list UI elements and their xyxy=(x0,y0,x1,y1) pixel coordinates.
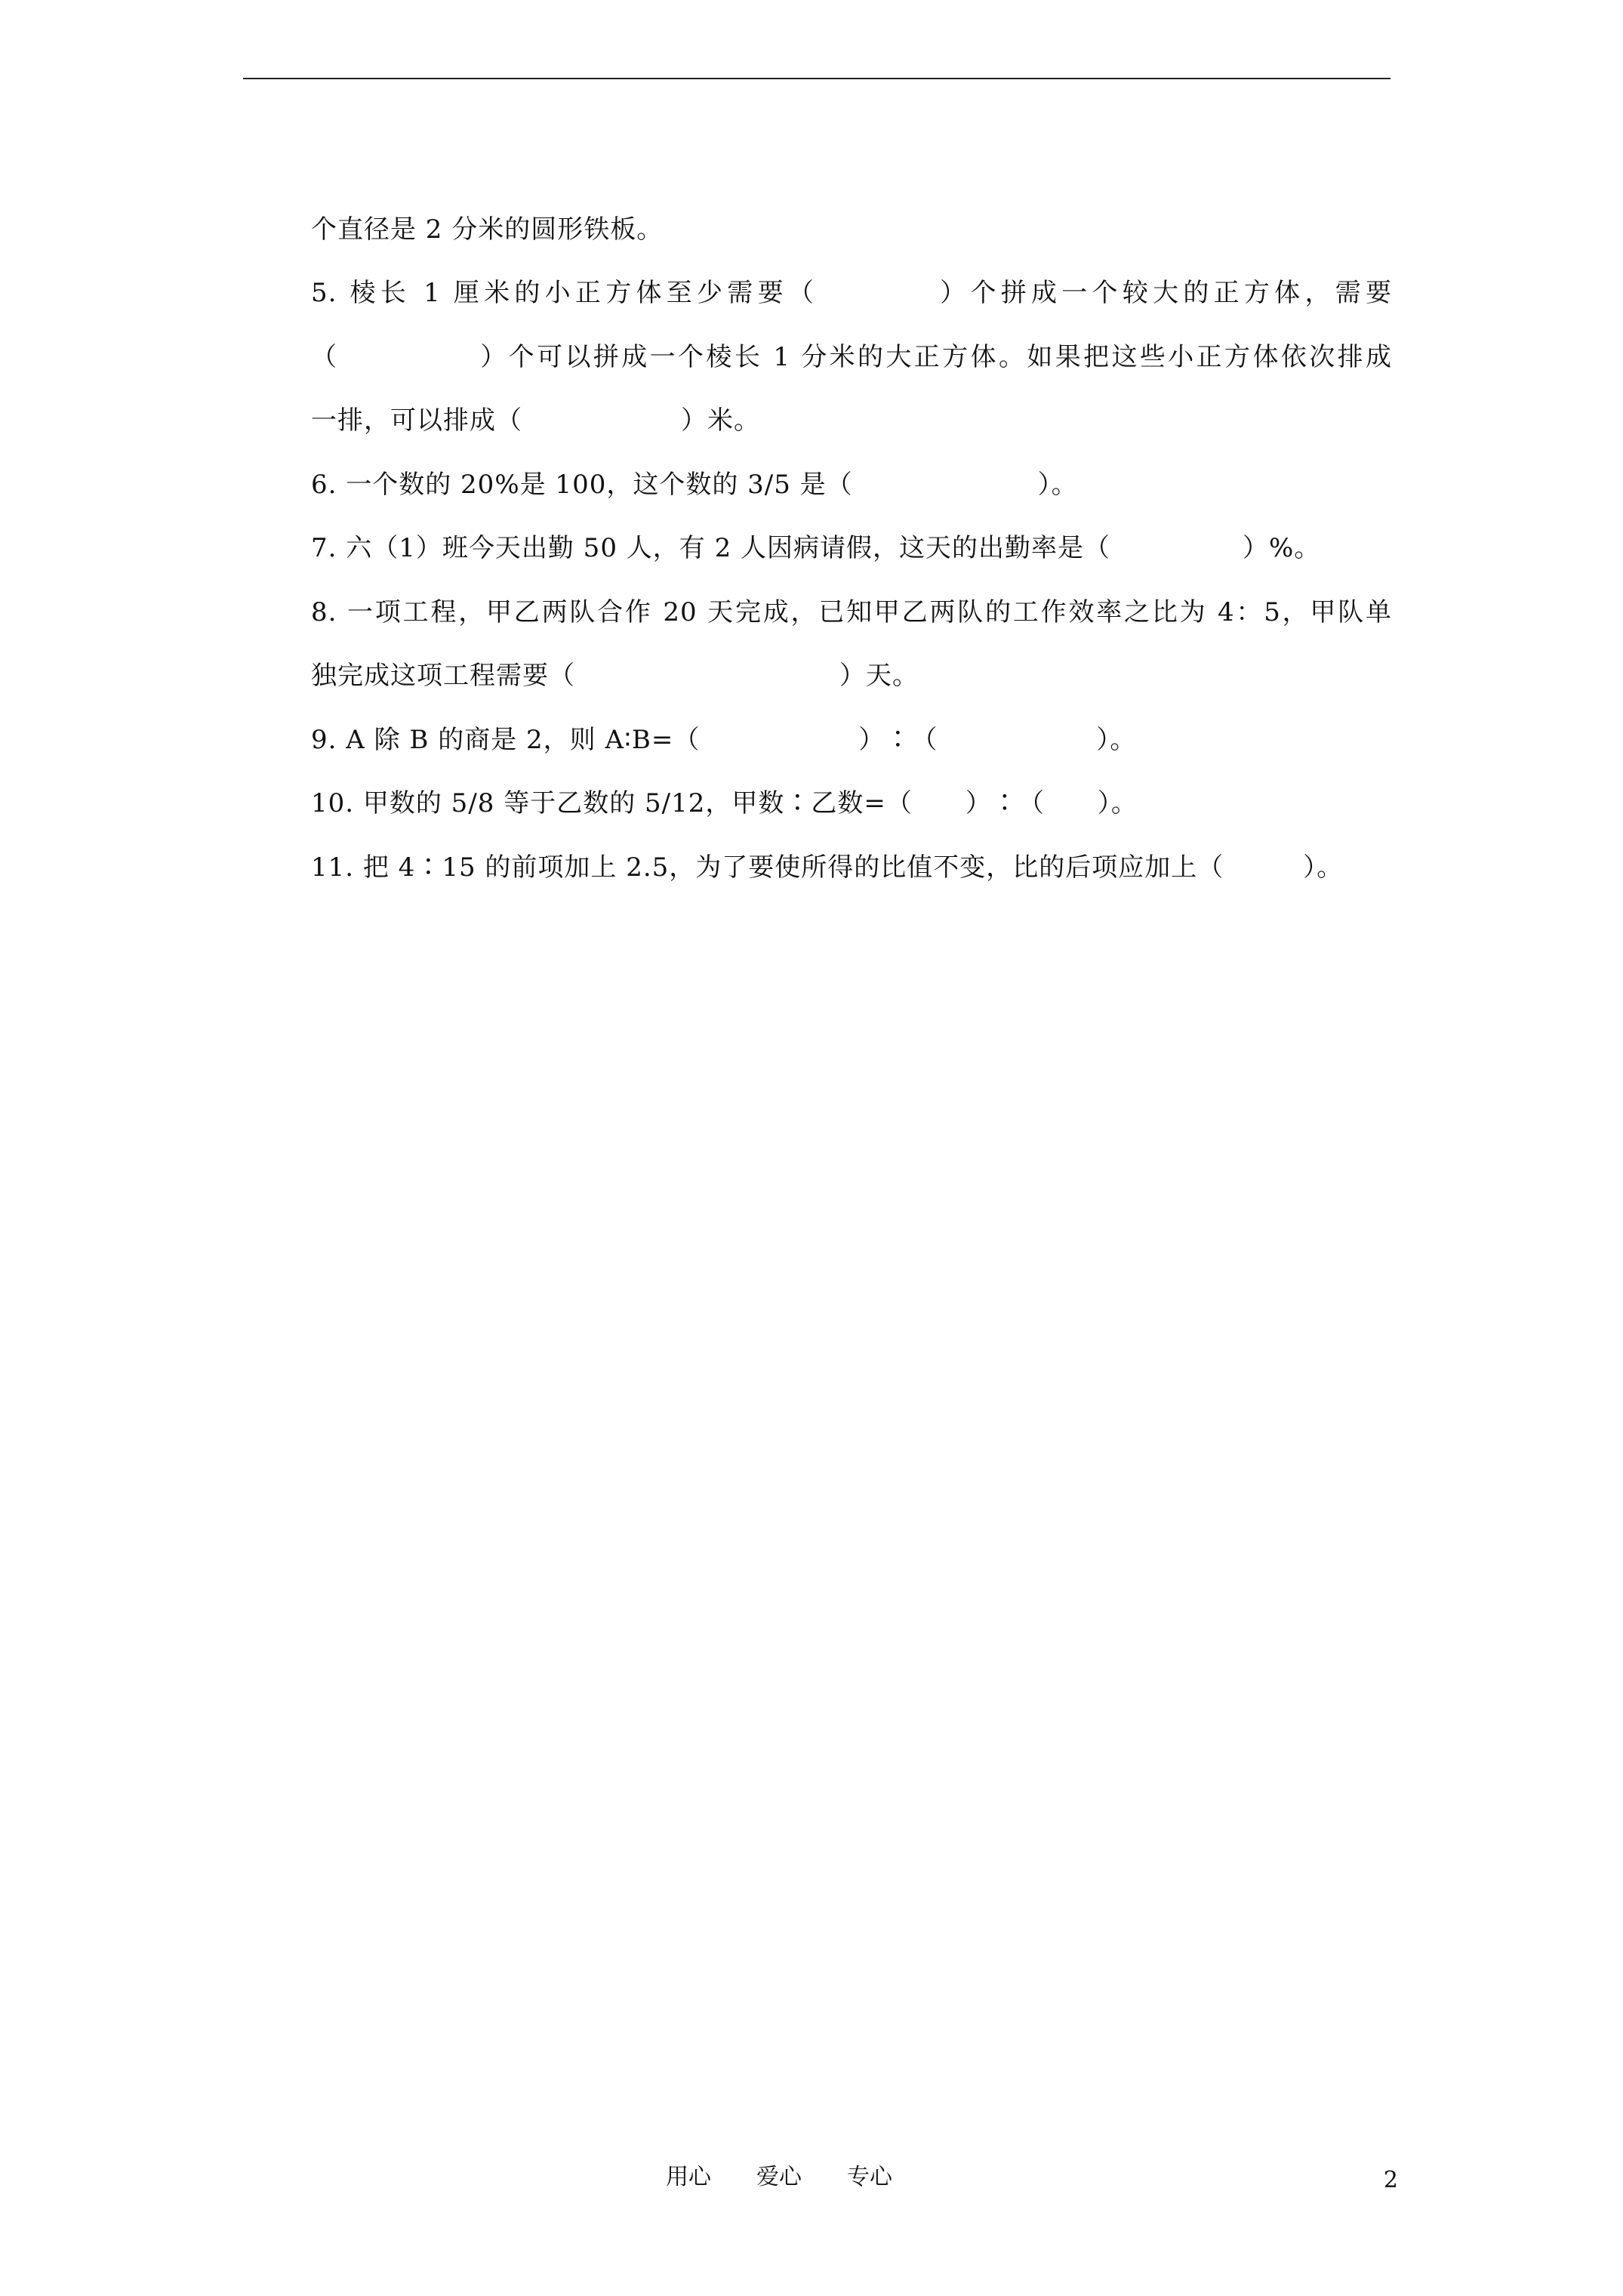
question-10: 10. 甲数的 5/8 等于乙数的 5/12，甲数∶乙数=（ ）∶（ ）。 xyxy=(311,788,1138,818)
question-6: 6. 一个数的 20%是 100，这个数的 3/5 是（ ）。 xyxy=(311,470,1078,500)
question-7: 7. 六（1）班今天出勤 50 人，有 2 人因病请假，这天的出勤率是（ ）%。 xyxy=(311,533,1321,563)
question-5-line-1: 5. 棱长 1 厘米的小正方体至少需要（ ）个拼成一个较大的正方体，需要 xyxy=(311,278,1392,308)
question-8-line-1: 8. 一项工程，甲乙两队合作 20 天完成，已知甲乙两队的工作效率之比为 4：5，甲队单 xyxy=(311,597,1392,627)
header-rule xyxy=(243,78,1390,79)
footer-motto: 用心 爱心 专心 xyxy=(666,2164,892,2190)
question-8-line-2: 独完成这项工程需要（ ）天。 xyxy=(311,661,919,691)
question-9: 9. A 除 B 的商是 2，则 A∶B=（ ）∶（ ）。 xyxy=(311,725,1137,755)
question-5-line-2: （ ）个可以拼成一个棱长 1 分米的大正方体。如果把这些小正方体依次排成 xyxy=(311,342,1392,372)
question-11: 11. 把 4∶15 的前项加上 2.5，为了要使所得的比值不变，比的后项应加上（ ）。 xyxy=(311,852,1344,883)
page-number: 2 xyxy=(1383,2167,1398,2193)
text-line: 个直径是 2 分米的圆形铁板。 xyxy=(311,214,664,245)
question-5-line-3: 一排，可以排成（ ）米。 xyxy=(311,405,760,436)
